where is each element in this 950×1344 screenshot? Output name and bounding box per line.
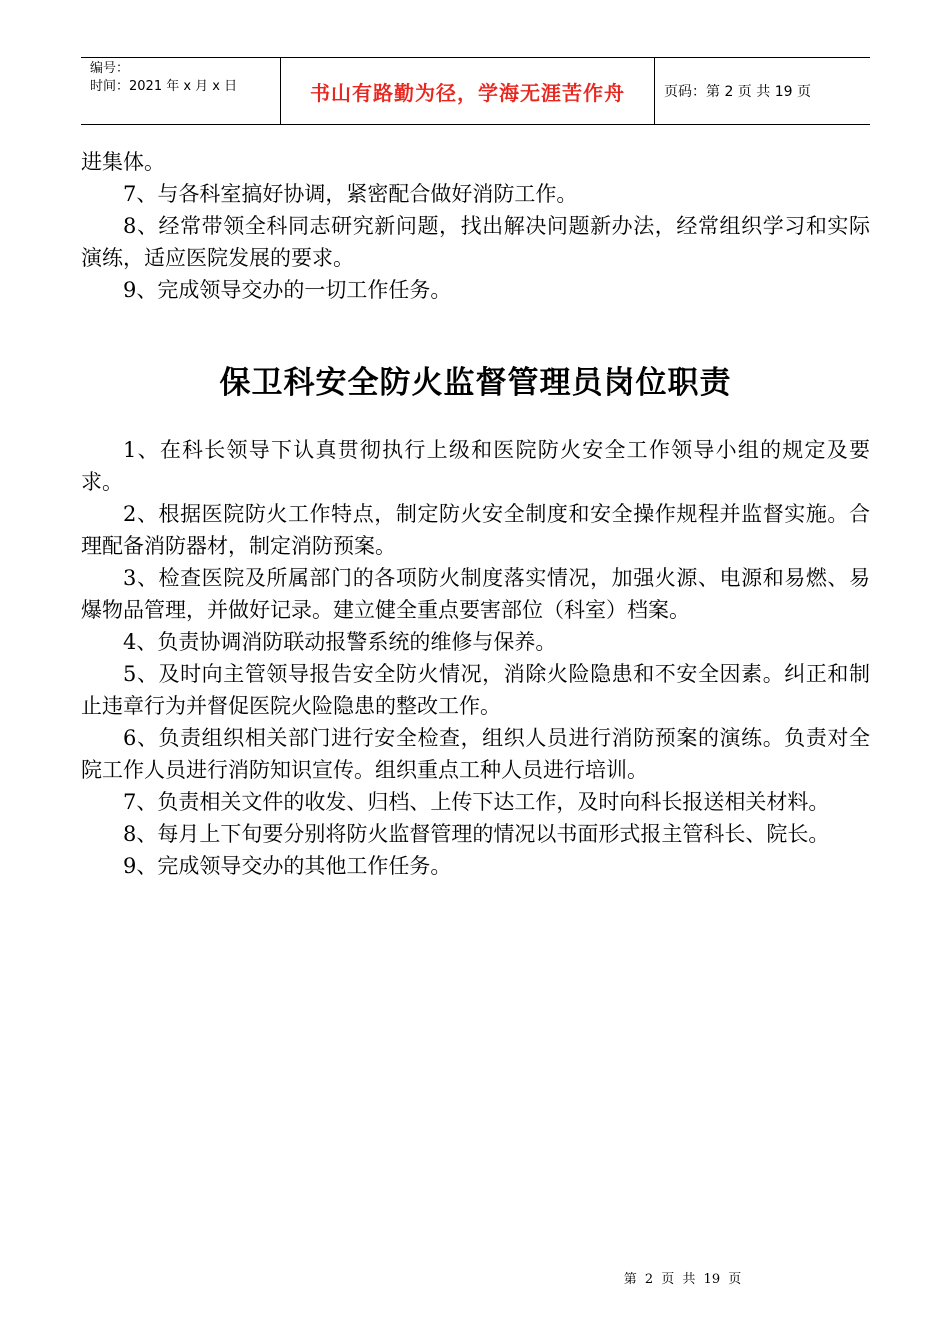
page-header (81, 57, 870, 125)
intro-line: 进集体。 (81, 150, 165, 174)
duty-item: 9、完成领导交办的其他工作任务。 (123, 854, 452, 878)
intro-line: 9、完成领导交办的一切工作任务。 (123, 278, 452, 302)
intro-line: 8、经常带领全科同志研究新问题，找出解决问题新办法，经常组织学习和实际演练，适应医院发展的要求。 (81, 214, 870, 270)
intro-line: 7、与各科室搞好协调，紧密配合做好消防工作。 (123, 182, 578, 206)
duty-item: 7、负责相关文件的收发、归档、上传下达工作，及时向科长报送相关材料。 (123, 790, 830, 814)
duty-item: 3、检查医院及所属部门的各项防火制度落实情况，加强火源、电源和易燃、易爆物品管理，并做好记录。建立健全重点要害部位（科室）档案。 (81, 566, 870, 622)
duty-item: 5、及时向主管领导报告安全防火情况，消除火险隐患和不安全因素。纠正和制止违章行为并督促医院火险隐患的整改工作。 (81, 662, 870, 718)
date-label: 时间：2021 年 x 月 x 日 (90, 79, 238, 94)
header-page-info: 页码：第 2 页 共 19 页 (664, 84, 811, 100)
serial-number-label: 编号： (90, 61, 130, 76)
duty-item: 6、负责组织相关部门进行安全检查，组织人员进行消防预案的演练。负责对全院工作人员进行消防知识宣传。组织重点工种人员进行培训。 (81, 726, 870, 782)
duty-item: 8、每月上下旬要分别将防火监督管理的情况以书面形式报主管科长、院长。 (123, 822, 830, 846)
header-motto: 书山有路勤为径，学海无涯苦作舟 (281, 58, 655, 124)
duty-item: 1、在科长领导下认真贯彻执行上级和医院防火安全工作领导小组的规定及要求。 (81, 438, 870, 494)
duty-item: 4、负责协调消防联动报警系统的维修与保养。 (123, 630, 557, 654)
header-meta-cell (81, 58, 281, 124)
document-body (81, 146, 870, 882)
page-footer: 第 2 页 共 19 页 (623, 1272, 742, 1287)
duty-item: 2、根据医院防火工作特点，制定防火安全制度和安全操作规程并监督实施。合理配备消防器材，制定消防预案。 (81, 502, 870, 558)
section-title: 保卫科安全防火监督管理员岗位职责 (219, 365, 732, 401)
